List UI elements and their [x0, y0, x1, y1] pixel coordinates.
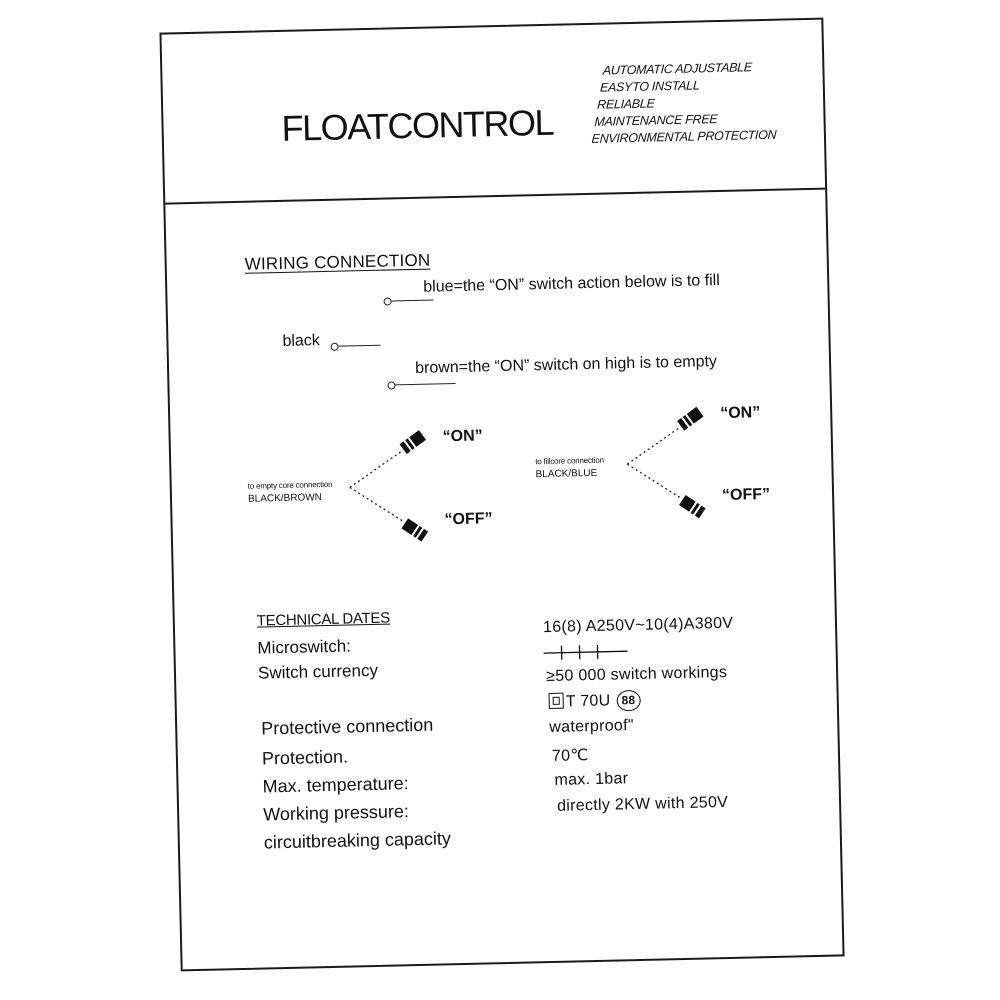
left-on-label: “ON”: [442, 427, 483, 446]
protective-connection-value: [548, 690, 640, 713]
protective-code: T 70U: [565, 692, 611, 711]
working-pressure-label: Working pressure:: [262, 801, 410, 825]
left-on-float-icon: [399, 429, 427, 454]
circuitbreaking-capacity-label: circuitbreaking capacity: [263, 828, 452, 853]
right-off-lead: [627, 463, 682, 500]
document-sheet: [159, 18, 844, 972]
switch-workings-value: ≥50 000 switch workings: [545, 663, 728, 686]
brown-terminal-icon: [387, 381, 395, 389]
working-pressure-value: max. 1bar: [554, 770, 629, 789]
max-temperature-label: Max. temperature:: [262, 773, 409, 797]
blue-terminal-icon: [384, 297, 392, 305]
left-off-float-icon: [401, 518, 429, 543]
feature-item: EASYTO INSTALL: [599, 78, 700, 95]
black-terminal-icon: [331, 343, 339, 351]
brown-wire-description: brown=the “ON” switch on high is to empty: [414, 353, 718, 377]
brown-wire: [395, 383, 455, 385]
certification-mark-icon: 88: [616, 690, 640, 712]
feature-item: AUTOMATIC ADJUSTABLE: [602, 60, 753, 78]
left-diagram-caption: BLACK/BROWN: [247, 492, 323, 505]
switch-currency-label: Switch currency: [257, 660, 379, 683]
breaking-capacity-value: directly 2KW with 250V: [556, 793, 729, 815]
left-off-label: “OFF”: [444, 510, 493, 529]
protective-class-icon: [549, 692, 564, 708]
right-diagram-caption-small: to fillcore connection: [535, 455, 604, 467]
technical-heading: TECHNICAL DATES: [256, 609, 390, 630]
left-diagram-caption-small: to empty core connection: [247, 479, 333, 491]
document-title: FLOATCONTROL: [281, 101, 554, 149]
max-temperature-value: 70℃: [551, 747, 589, 765]
protection-value: waterproof": [549, 717, 635, 736]
right-off-label: “OFF”: [721, 485, 771, 505]
switch-symbol-icon: [541, 642, 631, 662]
blue-wire: [392, 300, 434, 302]
feature-item: ENVIRONMENTAL PROTECTION: [591, 127, 777, 146]
right-on-lead: [627, 427, 682, 464]
blue-wire-description: blue=the “ON” switch action below is to fill: [423, 272, 720, 296]
right-off-float-icon: [678, 494, 706, 519]
wiring-heading: WIRING CONNECTION: [244, 250, 431, 274]
black-wire: [339, 345, 381, 347]
left-switch-diagram: [340, 423, 443, 555]
microswitch-rating-value: 16(8) A250V~10(4)A380V: [542, 614, 734, 637]
left-on-lead: [349, 450, 404, 487]
feature-item: MAINTENANCE FREE: [594, 112, 718, 129]
protective-connection-label: Protective connection: [261, 714, 434, 739]
feature-item: RELIABLE: [596, 96, 655, 112]
right-switch-diagram: [618, 400, 721, 532]
right-diagram-caption: BLACK/BLUE: [535, 467, 598, 481]
black-wire-label: black: [282, 332, 321, 350]
left-off-lead: [350, 486, 405, 523]
right-on-label: “ON”: [720, 404, 761, 423]
protection-label: Protection.: [261, 746, 349, 769]
feature-list: [591, 59, 780, 148]
right-on-float-icon: [677, 406, 705, 431]
microswitch-label: Microswitch:: [257, 636, 352, 658]
header-divider: [165, 188, 825, 205]
